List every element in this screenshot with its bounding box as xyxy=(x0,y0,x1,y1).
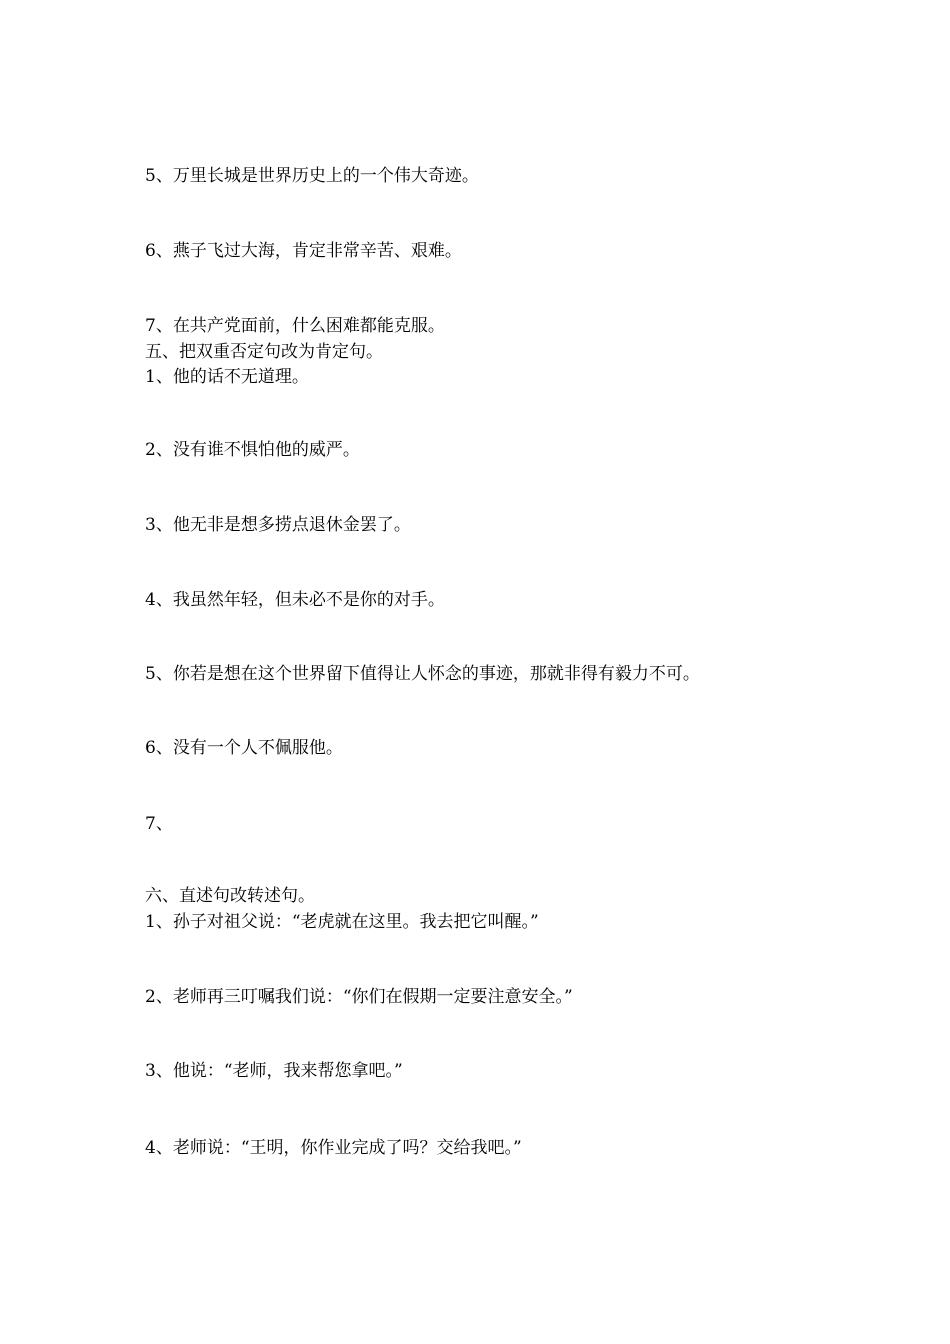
section-heading: 六、直述句改转述句。 xyxy=(145,886,315,906)
exercise-item: 1、孙子对祖父说：“老虎就在这里。我去把它叫醒。” xyxy=(145,912,539,932)
exercise-item: 5、万里长城是世界历史上的一个伟大奇迹。 xyxy=(145,166,479,186)
exercise-item: 1、他的话不无道理。 xyxy=(145,367,309,387)
exercise-item: 6、没有一个人不佩服他。 xyxy=(145,738,343,758)
exercise-item: 2、老师再三叮嘱我们说：“你们在假期一定要注意安全。” xyxy=(145,987,573,1007)
section-heading: 五、把双重否定句改为肯定句。 xyxy=(145,342,383,362)
exercise-item: 7、在共产党面前，什么困难都能克服。 xyxy=(145,316,445,336)
exercise-item: 7、 xyxy=(145,814,173,834)
exercise-item: 3、他说：“老师，我来帮您拿吧。” xyxy=(145,1061,403,1081)
exercise-item: 4、我虽然年轻，但未必不是你的对手。 xyxy=(145,590,445,610)
exercise-item: 6、燕子飞过大海，肯定非常辛苦、艰难。 xyxy=(145,241,462,261)
exercise-item: 4、老师说：“王明，你作业完成了吗？交给我吧。” xyxy=(145,1138,522,1158)
exercise-item: 5、你若是想在这个世界留下值得让人怀念的事迹，那就非得有毅力不可。 xyxy=(145,664,700,684)
exercise-item: 2、没有谁不惧怕他的威严。 xyxy=(145,440,360,460)
exercise-item: 3、他无非是想多捞点退休金罢了。 xyxy=(145,515,411,535)
